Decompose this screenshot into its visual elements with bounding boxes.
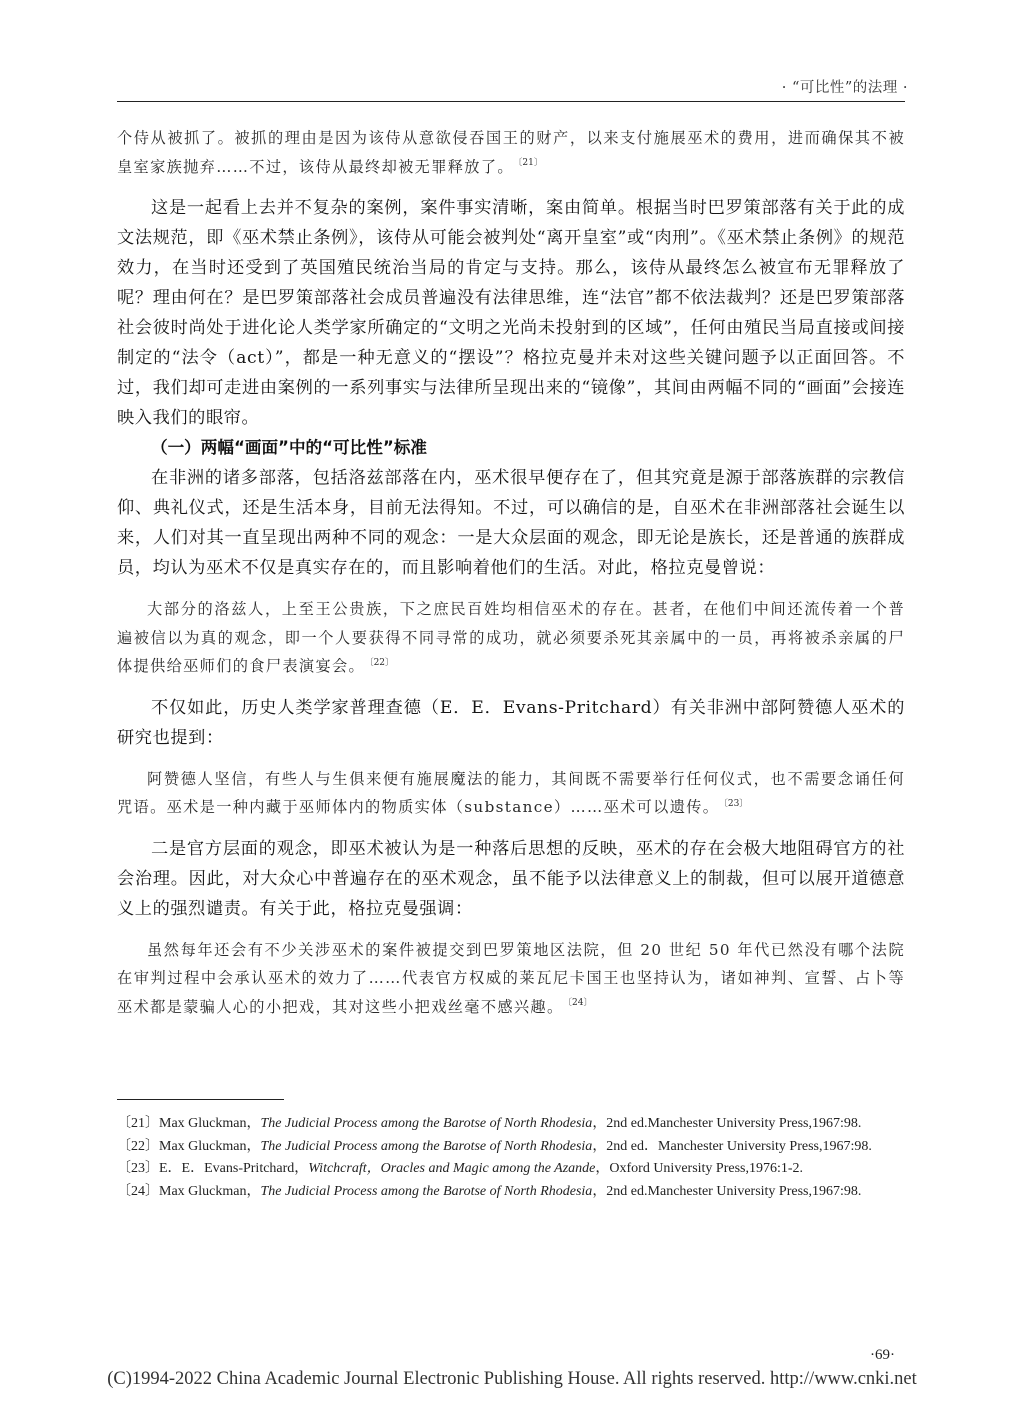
running-title: · “可比性”的法理 · <box>781 80 908 96</box>
footnote-title: The Judicial Process among the Barotse of North Rhodesia <box>260 1183 593 1199</box>
block-quote <box>117 936 905 1022</box>
footnote-author: Max Gluckman， <box>159 1116 261 1131</box>
footnote-number: 〔21〕 <box>117 1116 159 1131</box>
citation-ref: 〔21〕 <box>517 158 543 169</box>
quote-text: 虽然每年还会有不少关涉巫术的案件被提交到巴罗策地区法院，但 20 世纪 50 年代已然没有哪个法院在审判过程中会承认巫术的效力了……代表官方权威的莱瓦尼卡国王也坚持认为，诸如神判、宣誓、占卜等巫术都是蒙骗人心的小把戏，其对这些小把戏丝毫不感兴趣。 <box>117 940 905 1016</box>
citation-ref: 〔24〕 <box>567 998 593 1009</box>
article-body <box>117 124 905 1021</box>
footnote <box>117 1181 905 1204</box>
footnote-details: ，2nd ed．Manchester University Press,1967:98. <box>592 1138 872 1154</box>
footnote <box>117 1158 905 1181</box>
body-paragraph: 在非洲的诸多部落，包括洛兹部落在内，巫术很早便存在了，但其究竟是源于部落族群的宗教信仰、典礼仪式，还是生活本身，目前无法得知。不过，可以确信的是，自巫术在非洲部落社会诞生以来，人们对其一直呈现出两种不同的观念：一是大众层面的观念，即无论是族长，还是普通的族群成员，均认为巫术不仅是真实存在的，而且影响着他们的生活。对此，格拉克曼曾说： <box>117 468 905 578</box>
block-quote <box>117 765 905 822</box>
section-heading: （一）两幅“画面”中的“可比性”标准 <box>151 438 427 457</box>
page-number: ·69· <box>870 1347 895 1363</box>
body-paragraph: 二是官方层面的观念，即巫术被认为是一种落后思想的反映，巫术的存在会极大地阻碍官方的社会治理。因此，对大众心中普遍存在的巫术观念，虽不能予以法律意义上的制裁，但可以展开道德意义上的强烈谴责。有关于此，格拉克曼强调： <box>117 838 905 919</box>
footnotes <box>117 1113 905 1203</box>
footnote-number: 〔24〕 <box>117 1183 159 1199</box>
footnote-author: Max Gluckman， <box>159 1138 261 1154</box>
body-paragraph: 这是一起看上去并不复杂的案例，案件事实清晰，案由简单。根据当时巴罗策部落有关于此的成文法规范，即《巫术禁止条例》，该侍从可能会被判处“离开皇室”或“肉刑”。《巫术禁止条例》的规范效力，在当时还受到了英国殖民统治当局的肯定与支持。那么，该侍从最终怎么被宣布无罪释放了呢？理由何在？是巴罗策部落社会成员普遍没有法律思维，连“法官”都不依法裁判？还是巴罗策部落社会彼时尚处于进化论人类学家所确定的“文明之光尚未投射到的区域”，任何由殖民当局直接或间接制定的“法令（act）”，都是一种无意义的“摆设”？格拉克曼并未对这些关键问题予以正面回答。不过，我们却可走进由案例的一系列事实与法律所呈现出来的“镜像”，其间由两幅不同的“画面”会接连映入我们的眼帘。 <box>117 198 905 428</box>
footnote-details: ，2nd ed.Manchester University Press,1967:98. <box>592 1116 862 1131</box>
footnote-details: ，Oxford University Press,1976:1-2. <box>595 1161 804 1176</box>
quote-text: 个侍从被抓了。被抓的理由是因为该侍从意欲侵吞国王的财产，以来支付施展巫术的费用，进而确保其不被皇室家族抛弃……不过，该侍从最终却被无罪释放了。 <box>117 129 905 176</box>
footnote-title: The Judicial Process among the Barotse of North Rhodesia <box>260 1116 593 1131</box>
citation-ref: 〔22〕 <box>369 657 395 668</box>
footnote-title: The Judicial Process among the Barotse of North Rhodesia <box>260 1138 593 1154</box>
citation-ref: 〔23〕 <box>723 798 749 809</box>
block-quote <box>117 595 905 681</box>
footnote-title: Witchcraft，Oracles and Magic among the Azande <box>308 1161 596 1176</box>
footnote-rule <box>117 1099 284 1100</box>
footnote-number: 〔23〕 <box>117 1161 159 1176</box>
quote-text: 大部分的洛兹人，上至王公贵族，下之庶民百姓均相信巫术的存在。甚者，在他们中间还流传着一个普遍被信以为真的观念，即一个人要获得不同寻常的成功，就必须要杀死其亲属中的一员，再将被杀亲属的尸体提供给巫师们的食尸表演宴会。 <box>117 600 905 675</box>
footnote <box>117 1113 905 1136</box>
footnote-author: Max Gluckman， <box>159 1183 261 1199</box>
body-paragraph: 不仅如此，历史人类学家普理查德（E．E．Evans-Pritchard）有关非洲中部阿赞德人巫术的研究也提到： <box>117 697 905 748</box>
block-quote <box>117 124 905 181</box>
copyright-watermark: (C)1994-2022 China Academic Journal Electronic Publishing House. All rights reserved. http://www.cnki.net <box>107 1369 917 1389</box>
footnote-details: ，2nd ed.Manchester University Press,1967:98. <box>592 1183 862 1199</box>
footnote-number: 〔22〕 <box>117 1138 159 1154</box>
footnote <box>117 1136 905 1159</box>
quote-text: 阿赞德人坚信，有些人与生俱来便有施展魔法的能力，其间既不需要举行任何仪式，也不需要念诵任何咒语。巫术是一种内藏于巫师体内的物质实体（substance）……巫术可以遗传。 <box>117 769 905 816</box>
footnote-author: E．E．Evans-Pritchard， <box>159 1161 309 1176</box>
header-rule <box>117 101 905 102</box>
